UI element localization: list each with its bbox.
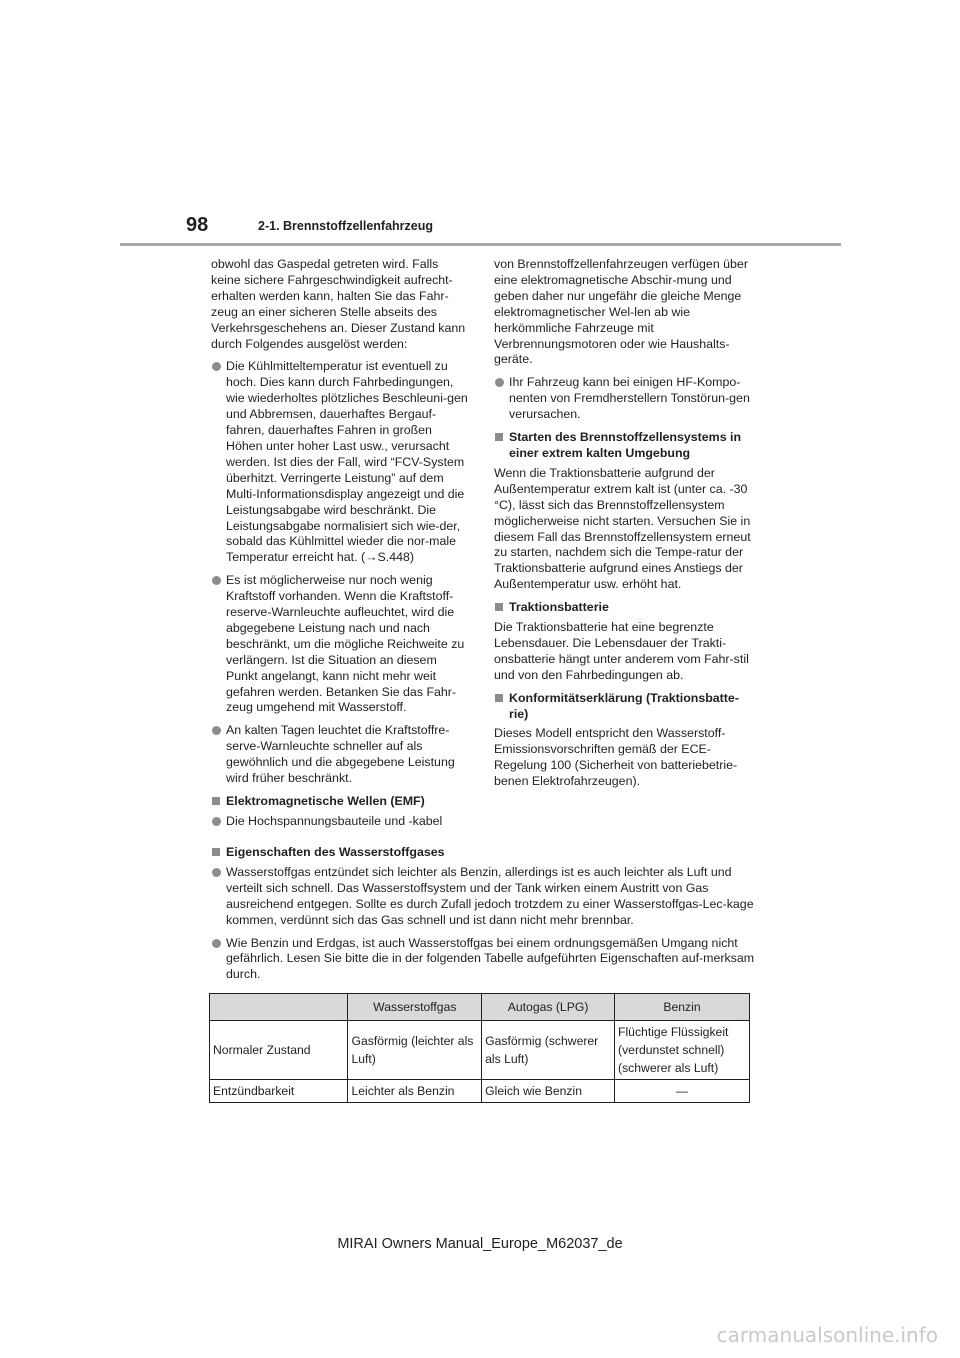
header-divider (120, 243, 841, 246)
bullet-item (211, 936, 756, 984)
square-bullet-icon (495, 433, 503, 441)
cell-line: (schwerer als Luft) (618, 1061, 719, 1075)
cell-line: Luft) (351, 1052, 376, 1066)
bullet-text: Es ist möglicherweise nur noch wenig Kraftstoff vorhanden. Wenn die Kraftstoff-reserve-Warnleuchte aufleuchtet, wird die abgegebene Leistung nach und nach beschränkt, um die mögliche Reichweite zu verlängern. Ist die Situation an diesem Punkt angelangt, kann nicht mehr weit gefahren werden. Betanken Sie das Fahr-zeug umgehend mit Wasserstoff. (226, 573, 465, 715)
bullet-item (211, 573, 471, 716)
square-bullet-icon (212, 797, 220, 805)
intro-paragraph: obwohl das Gaspedal getreten wird. Falls keine sichere Fahrgeschwindigkeit aufrecht-erhalten werden kann, halten Sie das Fahr-zeug an einer sicheren Stelle abseits des Verkehrsgeschehens an. Dieser Zustand kann durch Folgendes ausgelöst werden: (211, 257, 466, 351)
cell-line: Gasförmig (leichter als (351, 1034, 474, 1048)
emf-heading (211, 794, 471, 810)
footer-text: MIRAI Owners Manual_Europe_M62037_de (337, 1236, 623, 1252)
heading-text: Eigenschaften des Wasserstoffgases (226, 845, 445, 859)
bullet-dot-icon (212, 817, 221, 826)
bullet-text: Wasserstoffgas entzündet sich leichter als Benzin, allerdings ist es auch leichter als Luft und verteilt sich schnell. Das Wasserstoffsystem und der Tank wirken einem Austritt von Gas ausreichend entgegen. Sollte es durch Zufall jedoch trotzdem zu einer Wasserstoffgas-Lec-kage kommen, verdünnt sich das Gas schnell und ist dann nicht mehr brennbar. (226, 864, 754, 927)
table-cell (615, 1021, 750, 1080)
bullet-text: Die Kühlmitteltemperatur ist eventuell zu hoch. Dies kann durch Fahrbedingungen, wie wiederholtes plötzliches Beschleuni-gen und Abbremsen, dauerhaftes Bergauf-fahren, dauerhaftes Fahren in großen Höhen unter hoher Last usw., verursacht werden. Ist dies der Fall, wird “FCV-System überhitzt. Verringerte Leistung” auf dem Multi-Informationsdisplay angezeigt und die Leistungsabgabe wird beschränkt. Die Leistungsabgabe normalisiert sich wie-der, sobald das Kühlmittel wieder die nor-male Temperatur erreicht hat. (→S.448) (226, 359, 468, 565)
page-number: 98 (186, 214, 209, 236)
cold-start-heading (494, 430, 756, 462)
left-column (211, 257, 471, 837)
heading-text: Elektromagnetische Wellen (EMF) (226, 794, 425, 808)
bullet-item (211, 865, 756, 929)
bullet-text: Ihr Fahrzeug kann bei einigen HF-Kompo-nenten von Fremdherstellern Tonstörun-gen verursachen. (509, 375, 750, 422)
emf-continued-paragraph: von Brennstoffzellenfahrzeugen verfügen über eine elektromagnetische Abschir-mung und geben daher nur ungefähr die gleiche Menge elektromagnetischer Wel-len ab wie herkömmliche Fahrzeuge mit Verbrennungsmotoren oder wie Haushalts-geräte. (494, 257, 748, 367)
square-bullet-icon (212, 848, 220, 856)
bullet-dot-icon (212, 576, 221, 585)
table-header-row (210, 994, 750, 1021)
cell-line: Flüchtige Flüssigkeit (618, 1025, 729, 1039)
table-cell (482, 1021, 615, 1080)
bullet-dot-icon (212, 362, 221, 371)
table-cell: — (615, 1080, 750, 1103)
cell-line: Gasförmig (schwerer (485, 1034, 599, 1048)
bullet-text: Die Hochspannungsbauteile und -kabel (226, 813, 443, 828)
hydrogen-properties-table (209, 993, 750, 1103)
hydrogen-heading (211, 845, 756, 861)
table-cell: Entzündbarkeit (210, 1080, 348, 1103)
table-header-cell: Wasserstoffgas (348, 994, 482, 1021)
bullet-dot-icon (495, 378, 504, 387)
square-bullet-icon (495, 694, 503, 702)
bullet-item (211, 723, 471, 787)
bullet-dot-icon (212, 939, 221, 948)
bullet-text: Wie Benzin und Erdgas, ist auch Wasserstoffgas bei einem ordnungsgemäßen Umgang nicht gefährlich. Lesen Sie bitte die in der folgenden Tabelle aufgeführten Eigenschaften auf-merksam durch. (226, 935, 755, 982)
traction-battery-paragraph: Die Traktionsbatterie hat eine begrenzte Lebensdauer. Die Lebensdauer der Trakti-onsbatterie hängt unter anderem vom Fahr-stil und von den Fahrbedingungen ab. (494, 620, 749, 682)
square-bullet-icon (495, 603, 503, 611)
table-header-cell: Benzin (615, 994, 750, 1021)
conformity-heading (494, 691, 756, 723)
section-title: 2-1. Brennstoffzellenfahrzeug (258, 219, 434, 233)
right-column (494, 257, 756, 797)
hydrogen-section (211, 845, 756, 990)
bullet-text: An kalten Tagen leuchtet die Kraftstoffre-serve-Warnleuchte schneller auf als gewöhnlich und die abgegebene Leistung wird früher beschränkt. (226, 723, 455, 786)
cell-line: (verdunstet schnell) (618, 1043, 725, 1057)
table-cell: Normaler Zustand (210, 1021, 348, 1080)
bullet-dot-icon (212, 868, 221, 877)
bullet-item (211, 814, 471, 830)
table-cell: Gleich wie Benzin (482, 1080, 615, 1103)
table-header-cell: Autogas (LPG) (482, 994, 615, 1021)
bullet-dot-icon (212, 726, 221, 735)
cell-line: als Luft) (485, 1052, 529, 1066)
table-row (210, 1021, 750, 1080)
heading-text: Starten des Brennstoffzellensystems in einer extrem kalten Umgebung (509, 430, 742, 460)
heading-text: Traktionsbatterie (509, 600, 609, 615)
table-row (210, 1080, 750, 1103)
cold-start-paragraph: Wenn die Traktionsbatterie aufgrund der Außentemperatur extrem kalt ist (unter ca. -30 °C), lässt sich das Brennstoffzellensystem möglicherweise nicht starten. Versuchen Sie in diesem Fall das Brennstoffzellensystem erneut zu starten, nachdem sich die Tempe-ratur der Traktionsbatterie aufgrund eines Anstiegs der Außentemperatur usw. erhöht hat. (494, 465, 751, 592)
watermark: carmanualsonline.info (716, 1323, 938, 1347)
bullet-item (211, 359, 471, 566)
table-cell: Leichter als Benzin (348, 1080, 482, 1103)
conformity-paragraph: Dieses Modell entspricht den Wasserstoff-Emissionsvorschriften gemäß der ECE-Regelung 100 (Sicherheit von batteriebetrie-benen Elektrofahrzeugen). (494, 726, 738, 789)
traction-battery-heading (494, 600, 756, 616)
table-header-cell (210, 994, 348, 1021)
heading-text: Konformitätserklärung (Traktionsbatte-rie) (509, 690, 739, 721)
bullet-item (494, 375, 756, 423)
table-cell (348, 1021, 482, 1080)
